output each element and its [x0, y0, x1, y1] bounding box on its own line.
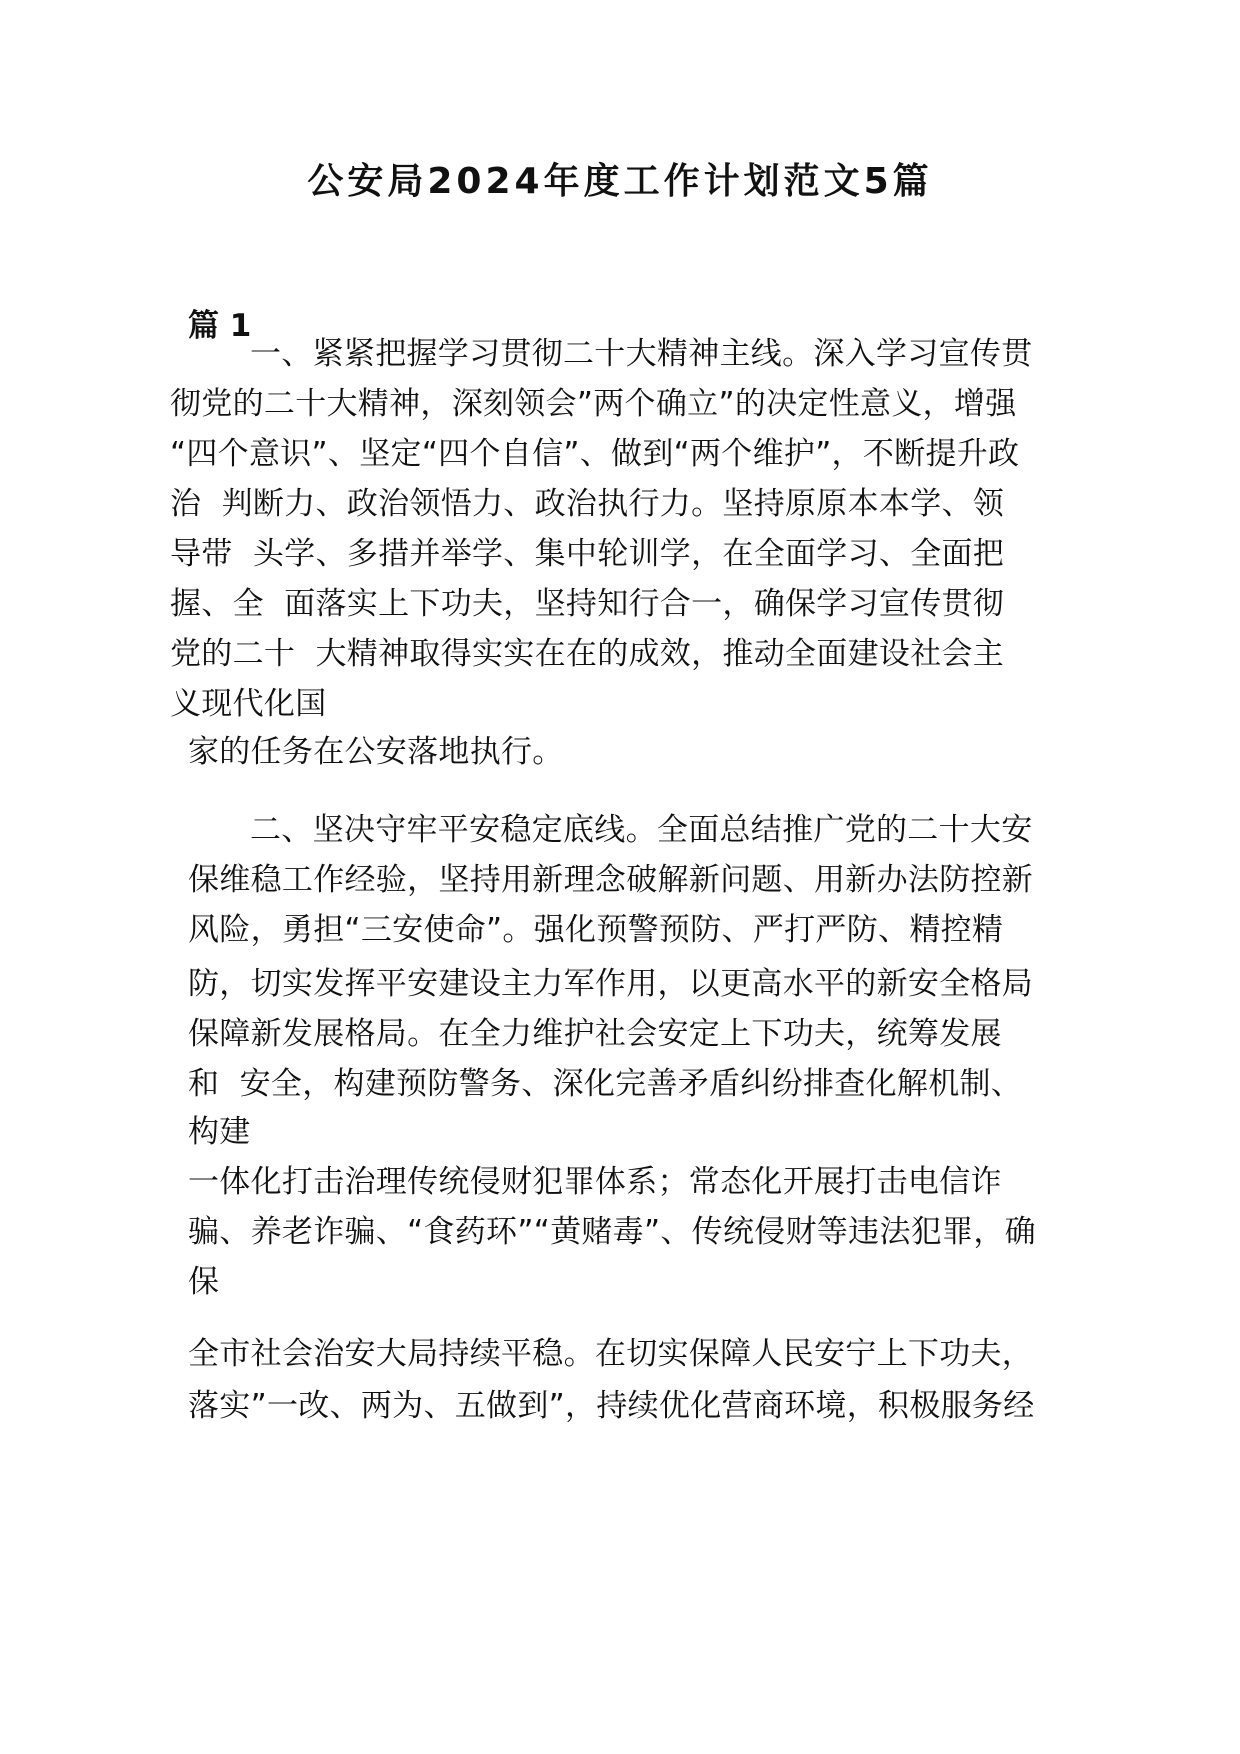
paragraph-2-line-4: 防，切实发挥平安建设主力军作用，以更高水平的新安全格局	[188, 966, 1034, 1002]
paragraph-1-line-5: 导带 头学、多措并举学、集中轮训学，在全面学习、全面把	[170, 536, 1005, 572]
paragraph-2-line-10: 保	[188, 1264, 220, 1300]
paragraph-1-line-6: 握、全 面落实上下功夫，坚持知行合一，确保学习宣传贯彻	[170, 586, 1005, 622]
paragraph-1-line-7: 党的二十 大精神取得实实在在的成效，推动全面建设社会主	[170, 636, 1005, 672]
paragraph-1-line-3: “四个意识”、坚定“四个自信”、做到“两个维护”，不断提升政	[170, 436, 1020, 472]
document-title: 公安局2024年度工作计划范文5篇	[307, 161, 933, 202]
paragraph-1-line-1: 一、紧紧把握学习贯彻二十大精神主线。深入学习宣传贯	[250, 336, 1033, 372]
paragraph-2-line-3: 风险，勇担“三安使命”。强化预警预防、严打严防、精控精	[188, 912, 1004, 948]
paragraph-2-line-2: 保维稳工作经验，坚持用新理念破解新问题、用新办法防控新	[188, 862, 1034, 898]
section-heading: 篇 1	[188, 308, 252, 344]
paragraph-2-line-11: 全市社会治安大局持续平稳。在切实保障人民安宁上下功夫，	[188, 1336, 1034, 1372]
paragraph-1-line-8: 义现代化国	[170, 686, 327, 722]
paragraph-2-line-5: 保障新发展格局。在全力维护社会安定上下功夫，统筹发展	[188, 1016, 1002, 1052]
paragraph-1-line-4: 治 判断力、政治领悟力、政治执行力。坚持原原本本学、领	[170, 486, 1005, 522]
paragraph-1-line-2: 彻党的二十大精神，深刻领会”两个确立”的决定性意义，增强	[170, 386, 1017, 422]
paragraph-2-line-1: 二、坚决守牢平安稳定底线。全面总结推广党的二十大安	[250, 812, 1033, 848]
paragraph-2-line-8: 一体化打击治理传统侵财犯罪体系；常态化开展打击电信诈	[188, 1164, 1002, 1200]
paragraph-2-line-9: 骗、养老诈骗、“食药环”“黄赌毒”、传统侵财等违法犯罪，确	[188, 1214, 1036, 1250]
paragraph-2-line-7: 构建	[188, 1114, 251, 1150]
paragraph-2-line-12: 落实”一改、两为、五做到”，持续优化营商环境，积极服务经	[188, 1388, 1035, 1424]
paragraph-2-line-6: 和 安全，构建预防警务、深化完善矛盾纠纷排查化解机制、	[188, 1066, 1023, 1102]
paragraph-1-line-9: 家的任务在公安落地执行。	[188, 734, 564, 770]
